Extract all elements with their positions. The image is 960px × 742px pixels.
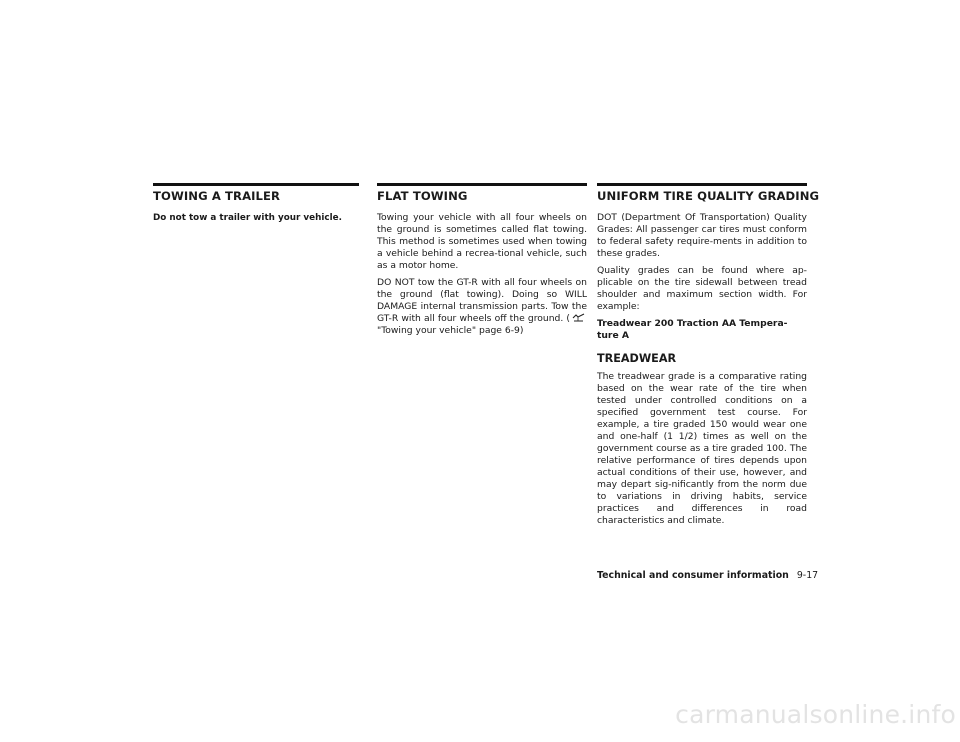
footer-section-title: Technical and consumer information [597, 570, 789, 581]
section-rule [377, 183, 587, 186]
flat-towing-warning-text: DO NOT tow the GT-R with all four wheels on the ground (flat towing). Doing so WILL DAMAGE internal transmission parts. Tow the GT-R with all four wheels off the ground. ( [377, 277, 587, 324]
flat-towing-heading: FLAT TOWING [377, 189, 468, 203]
footer-page-number: 9-17 [796, 570, 819, 581]
towing-trailer-note: Do not tow a trailer with your vehicle. [153, 213, 342, 223]
site-watermark: carmanualsonline.info [675, 700, 956, 729]
tire-grading-column [597, 183, 820, 532]
page-footer [597, 570, 819, 582]
treadwear-heading: TREADWEAR [597, 352, 677, 365]
section-rule [153, 183, 359, 186]
treadwear-paragraph: The treadwear grade is a comparative rating based on the wear rate of the tire when tested under controlled conditions on a specified government test course. For example, a tire graded 150 would wear one and one-half (1 1/2) times as well on the government course as a tire graded 100. The relative performance of tires depends upon actual conditions of their use, however, and may depart sig-nificantly from the norm due to variations in driving habits, service practices and differences in road characteristics and climate. [597, 371, 807, 526]
flat-towing-paragraph-1: Towing your vehicle with all four wheels on the ground is sometimes called flat towing. This method is sometimes used when towing a vehicle behind a recrea-tional vehicle, such as a motor home. [377, 212, 587, 271]
tire-grading-heading: UNIFORM TIRE QUALITY GRADING [597, 189, 820, 203]
flat-towing-column [377, 183, 587, 342]
section-rule [597, 183, 807, 186]
tire-grading-example: Treadwear 200 Traction AA Tempera-ture A [597, 318, 788, 341]
flat-towing-page-reference[interactable]: "Towing your vehicle" page 6-9) [377, 325, 524, 336]
tire-grading-paragraph-1: DOT (Department Of Transportation) Quality Grades: All passenger car tires must conform to federal safety require-ments in addition to these grades. [597, 212, 807, 259]
tire-grading-paragraph-2: Quality grades can be found where ap-plicable on the tire sidewall between tread shoulder and maximum section width. For example: [597, 265, 807, 312]
towing-trailer-column [153, 183, 359, 229]
page-reference-icon [572, 313, 585, 322]
flat-towing-paragraph-2 [377, 277, 587, 337]
towing-trailer-heading: TOWING A TRAILER [153, 189, 281, 203]
